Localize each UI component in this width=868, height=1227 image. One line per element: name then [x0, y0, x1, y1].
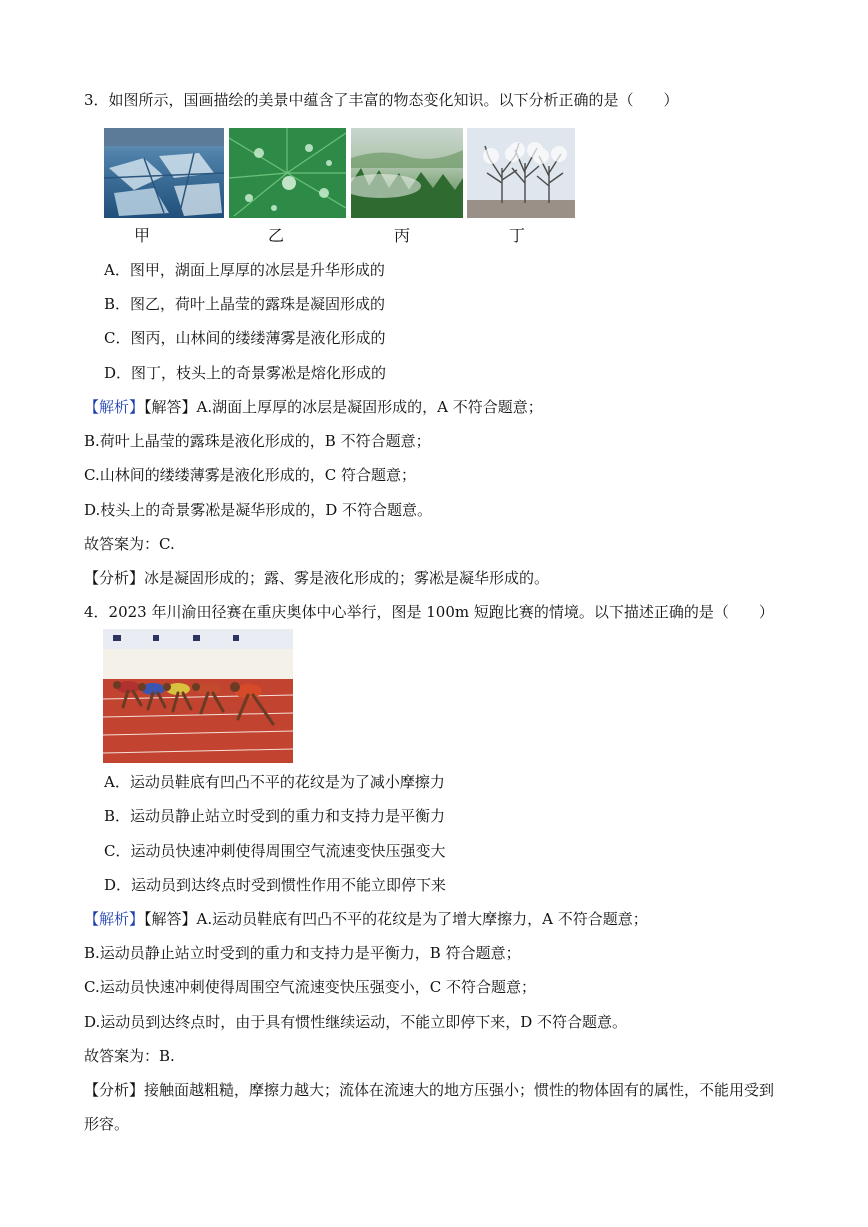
q4-image-sprint — [103, 629, 293, 763]
q4-analysis-cont: 形容。 — [84, 1115, 130, 1133]
q3-caption-jia: 甲 — [134, 226, 151, 245]
q4-analysis-tag: 【解析】 — [84, 910, 145, 928]
q3-option-c: C．图丙，山林间的缕缕薄雾是液化形成的 — [104, 329, 386, 347]
q3-option-d: D．图丁，枝头上的奇景雾凇是熔化形成的 — [104, 364, 387, 382]
q3-answer-line-4: D.枝头上的奇景雾凇是凝华形成的，D 不符合题意。 — [84, 501, 433, 519]
q3-option-b: B．图乙，荷叶上晶莹的露珠是凝固形成的 — [104, 295, 386, 313]
q3-image-yi — [229, 128, 346, 218]
q3-fenxi-text: 冰是凝固形成的；露、雾是液化形成的；雾凇是凝华形成的。 — [144, 569, 550, 587]
q4-stem: 4．2023 年川渝田径赛在重庆奥体中心举行，图是 100m 短跑比赛的情境。以下描述正确的是（ ） — [84, 603, 774, 621]
q4-option-b: B．运动员静止站立时受到的重力和支持力是平衡力 — [104, 807, 446, 825]
q3-answer-tag: 【解答】 — [144, 398, 197, 416]
q3-final-answer: 故答案为：C. — [84, 535, 175, 553]
q3-option-a: A．图甲，湖面上厚厚的冰层是升华形成的 — [104, 261, 385, 279]
q3-stem: 3．如图所示，国画描绘的美景中蕴含了丰富的物态变化知识。以下分析正确的是（ ） — [84, 91, 679, 109]
q4-option-d: D．运动员到达终点时受到惯性作用不能立即停下来 — [104, 876, 447, 894]
q3-answer-line-3: C.山林间的缕缕薄雾是液化形成的，C 符合题意； — [84, 466, 416, 484]
q3-analysis-tag: 【解析】 — [84, 398, 145, 416]
q4-fenxi-tag: 【分析】 — [84, 1081, 145, 1099]
q3-image-jia — [104, 128, 224, 218]
q3-answer-first: A.湖面上厚厚的冰层是凝固形成的，A 不符合题意； — [196, 398, 543, 416]
q3-answer-line-2: B.荷叶上晶莹的露珠是液化形成的，B 不符合题意； — [84, 432, 431, 450]
q4-fenxi-text-1: 接触面越粗糙，摩擦力越大；流体在流速大的地方压强小；惯性的物体固有的属性，不能用受到 — [144, 1081, 775, 1099]
q3-caption-bing: 丙 — [394, 226, 411, 245]
q4-answer-line-2: B.运动员静止站立时受到的重力和支持力是平衡力，B 符合题意； — [84, 944, 521, 962]
q3-image-bing — [351, 128, 463, 218]
q4-analysis — [84, 1080, 774, 1100]
q4-answer-first: A.运动员鞋底有凹凸不平的花纹是为了增大摩擦力，A 不符合题意； — [196, 910, 648, 928]
q4-final-answer: 故答案为：B. — [84, 1047, 175, 1065]
q4-answer-line-1 — [84, 909, 648, 929]
q4-answer-line-3: C.运动员快速冲刺使得周围空气流速变快压强变小，C 不符合题意； — [84, 978, 536, 996]
q3-analysis — [84, 568, 549, 588]
q4-answer-line-4: D.运动员到达终点时，由于具有惯性继续运动，不能立即停下来，D 不符合题意。 — [84, 1013, 628, 1031]
q3-fenxi-tag: 【分析】 — [84, 569, 145, 587]
q4-option-a: A．运动员鞋底有凹凸不平的花纹是为了减小摩擦力 — [104, 773, 445, 791]
q3-caption-yi: 乙 — [268, 226, 285, 245]
q3-caption-ding: 丁 — [509, 226, 526, 245]
q3-image-ding — [467, 128, 575, 218]
q4-answer-tag: 【解答】 — [144, 910, 197, 928]
q4-option-c: C．运动员快速冲刺使得周围空气流速变快压强变大 — [104, 842, 446, 860]
q3-answer-line-1 — [84, 397, 543, 417]
